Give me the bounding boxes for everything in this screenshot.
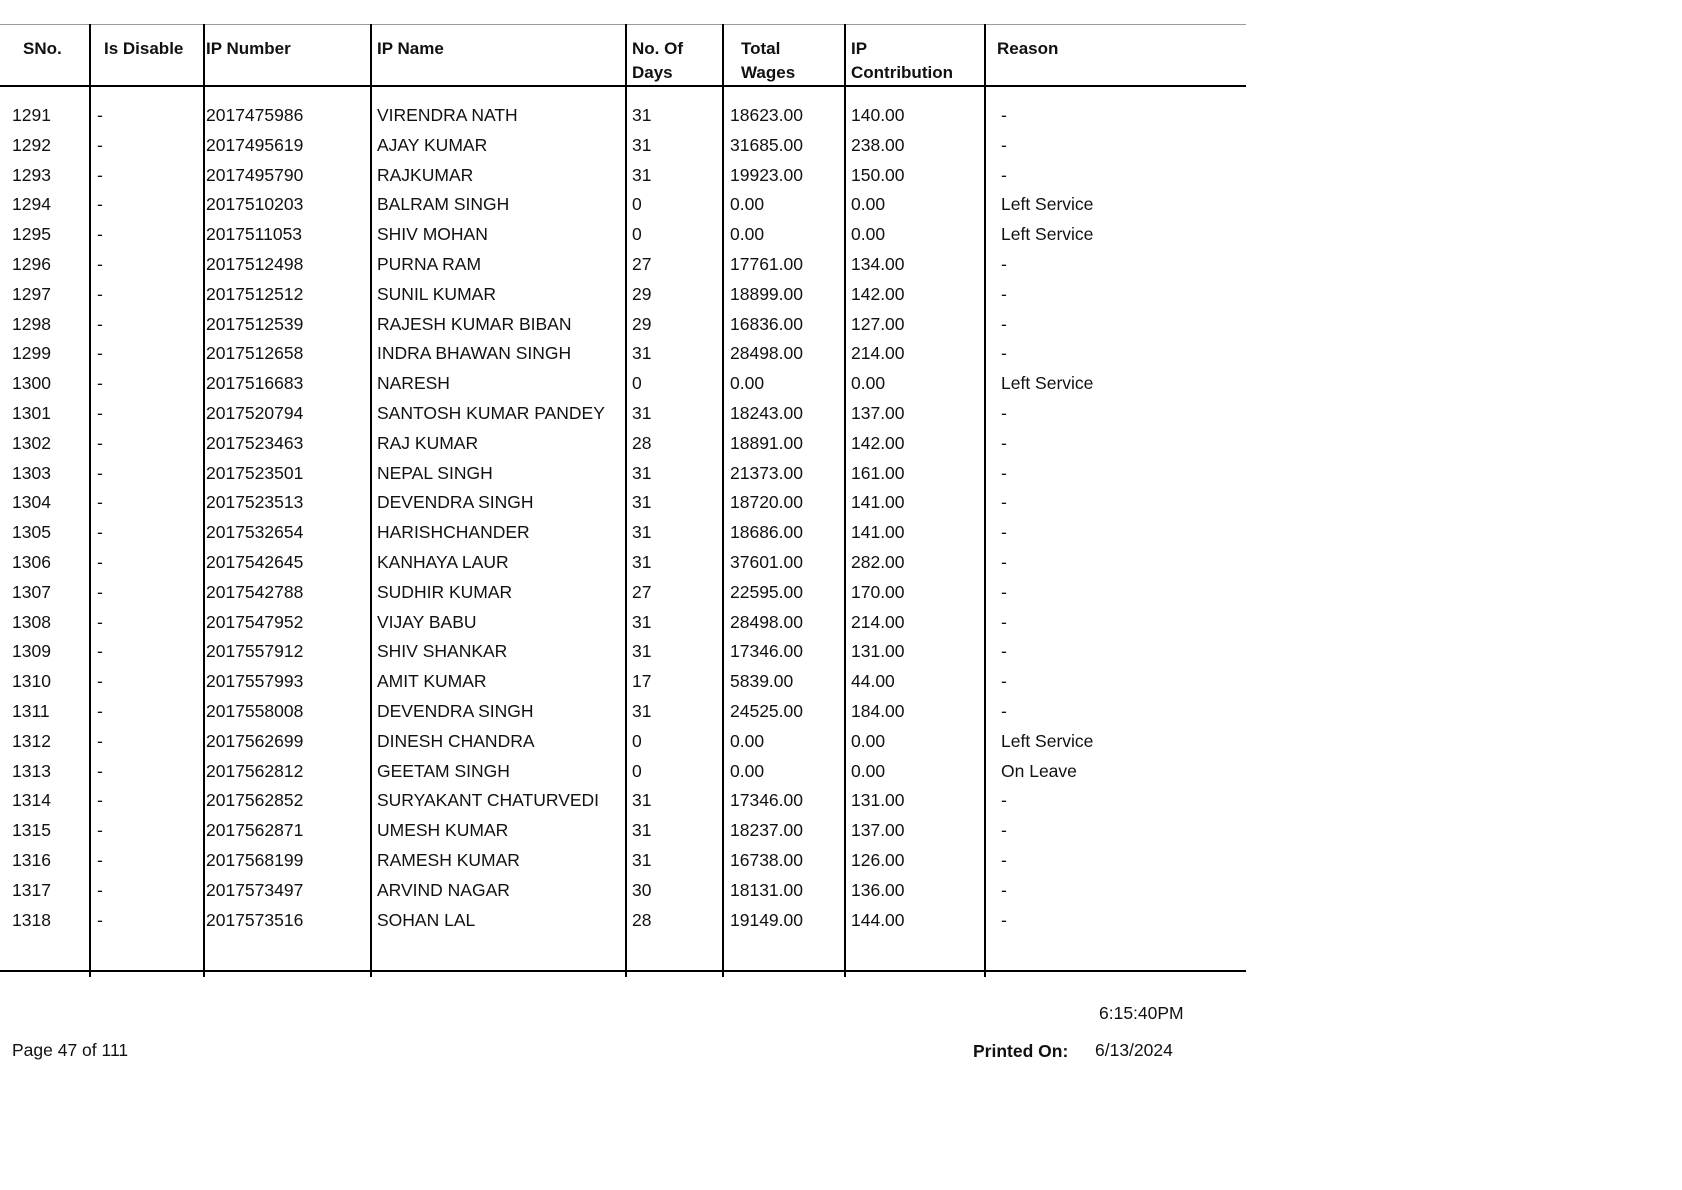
cell-total-wages: 17346.00 (730, 790, 803, 811)
cell-is-disable: - (97, 224, 103, 245)
table-row (0, 222, 1246, 252)
cell-reason: - (1001, 849, 1007, 870)
header-ip-contribution (851, 37, 953, 85)
cell-is-disable: - (97, 283, 103, 304)
cell-days: 31 (632, 641, 652, 662)
cell-is-disable: - (97, 134, 103, 155)
table-row (0, 759, 1246, 789)
table-row (0, 461, 1246, 491)
cell-ip-number: 2017542788 (206, 581, 304, 602)
cell-reason: - (1001, 134, 1007, 155)
cell-is-disable: - (97, 760, 103, 781)
cell-sno: 1309 (12, 641, 51, 662)
cell-ip-contribution: 131.00 (851, 790, 905, 811)
cell-ip-name: SOHAN LAL (377, 909, 476, 930)
cell-ip-name: GEETAM SINGH (377, 760, 510, 781)
cell-ip-contribution: 136.00 (851, 879, 905, 900)
cell-ip-number: 2017562871 (206, 820, 304, 841)
cell-is-disable: - (97, 551, 103, 572)
table-row (0, 371, 1246, 401)
header-ip-name: IP Name (377, 39, 444, 58)
cell-ip-name: DINESH CHANDRA (377, 730, 535, 751)
cell-days: 0 (632, 224, 642, 245)
cell-ip-contribution: 0.00 (851, 760, 886, 781)
cell-sno: 1301 (12, 402, 51, 423)
cell-ip-number: 2017562812 (206, 760, 304, 781)
header-contrib-line2: Contribution (851, 63, 953, 82)
header-ip-number: IP Number (206, 39, 291, 58)
cell-total-wages: 19149.00 (730, 909, 803, 930)
cell-ip-number: 2017568199 (206, 849, 304, 870)
cell-ip-number: 2017512658 (206, 343, 304, 364)
cell-is-disable: - (97, 641, 103, 662)
header-wages-line2: Wages (741, 63, 796, 82)
cell-ip-contribution: 142.00 (851, 432, 905, 453)
cell-ip-number: 2017573497 (206, 879, 304, 900)
cell-ip-number: 2017523513 (206, 492, 304, 513)
cell-ip-contribution: 127.00 (851, 313, 905, 334)
cell-ip-number: 2017542645 (206, 551, 304, 572)
cell-reason: - (1001, 343, 1007, 364)
cell-ip-contribution: 126.00 (851, 849, 905, 870)
cell-is-disable: - (97, 253, 103, 274)
cell-total-wages: 18243.00 (730, 402, 803, 423)
cell-total-wages: 18899.00 (730, 283, 803, 304)
cell-ip-contribution: 214.00 (851, 343, 905, 364)
header-contrib-line1: IP (851, 39, 868, 58)
table-row (0, 848, 1246, 878)
cell-ip-number: 2017475986 (206, 105, 304, 125)
printed-time: 6:15:40PM (1099, 1003, 1184, 1023)
cell-sno: 1303 (12, 462, 51, 483)
cell-ip-name: SHIV SHANKAR (377, 641, 508, 662)
cell-sno: 1297 (12, 283, 51, 304)
cell-reason: - (1001, 283, 1007, 304)
cell-total-wages: 18891.00 (730, 432, 803, 453)
cell-days: 29 (632, 283, 652, 304)
cell-sno: 1313 (12, 760, 51, 781)
cell-total-wages: 0.00 (730, 730, 765, 751)
table-row (0, 818, 1246, 848)
cell-ip-contribution: 0.00 (851, 730, 886, 751)
cell-is-disable: - (97, 402, 103, 423)
cell-total-wages: 18237.00 (730, 820, 803, 841)
cell-ip-number: 2017520794 (206, 402, 304, 423)
cell-reason: Left Service (1001, 730, 1094, 751)
cell-days: 31 (632, 551, 652, 572)
cell-sno: 1305 (12, 522, 51, 543)
header-no-of-days (632, 37, 683, 85)
cell-total-wages: 0.00 (730, 224, 765, 245)
cell-total-wages: 28498.00 (730, 343, 803, 364)
cell-total-wages: 18623.00 (730, 105, 803, 125)
cell-reason: - (1001, 611, 1007, 632)
cell-ip-name: RAJESH KUMAR BIBAN (377, 313, 572, 334)
cell-total-wages: 18720.00 (730, 492, 803, 513)
cell-sno: 1314 (12, 790, 51, 811)
cell-ip-number: 2017562852 (206, 790, 304, 811)
table-row (0, 788, 1246, 818)
cell-sno: 1296 (12, 253, 51, 274)
cell-days: 31 (632, 611, 652, 632)
cell-sno: 1291 (12, 105, 51, 125)
cell-ip-name: NARESH (377, 373, 450, 394)
cell-reason: - (1001, 313, 1007, 334)
cell-ip-name: VIRENDRA NATH (377, 105, 518, 125)
cell-is-disable: - (97, 164, 103, 185)
cell-ip-name: VIJAY BABU (377, 611, 477, 632)
cell-reason: - (1001, 581, 1007, 602)
table-row (0, 431, 1246, 461)
table-row (0, 103, 1246, 133)
cell-ip-name: DEVENDRA SINGH (377, 492, 534, 513)
cell-reason: - (1001, 879, 1007, 900)
cell-ip-number: 2017510203 (206, 194, 304, 215)
cell-reason: On Leave (1001, 760, 1077, 781)
table-row (0, 312, 1246, 342)
header-is-disable: Is Disable (104, 39, 184, 58)
cell-is-disable: - (97, 611, 103, 632)
cell-ip-contribution: 137.00 (851, 402, 905, 423)
table-row (0, 550, 1246, 580)
cell-sno: 1315 (12, 820, 51, 841)
cell-days: 31 (632, 492, 652, 513)
page-number: Page 47 of 111 (12, 1040, 129, 1060)
cell-total-wages: 28498.00 (730, 611, 803, 632)
cell-ip-contribution: 238.00 (851, 134, 905, 155)
cell-ip-name: SUNIL KUMAR (377, 283, 496, 304)
cell-is-disable: - (97, 909, 103, 930)
cell-reason: - (1001, 909, 1007, 930)
table-row (0, 520, 1246, 550)
cell-is-disable: - (97, 105, 103, 125)
cell-ip-contribution: 0.00 (851, 194, 886, 215)
cell-ip-name: PURNA RAM (377, 253, 482, 274)
cell-reason: - (1001, 790, 1007, 811)
cell-ip-number: 2017523463 (206, 432, 304, 453)
cell-ip-name: HARISHCHANDER (377, 522, 530, 543)
cell-days: 28 (632, 909, 652, 930)
cell-days: 27 (632, 253, 652, 274)
cell-sno: 1312 (12, 730, 51, 751)
header-total-wages (741, 37, 795, 85)
cell-total-wages: 24525.00 (730, 700, 803, 721)
cell-total-wages: 37601.00 (730, 551, 803, 572)
cell-ip-name: SHIV MOHAN (377, 224, 488, 245)
cell-is-disable: - (97, 492, 103, 513)
table-row (0, 490, 1246, 520)
cell-reason: - (1001, 641, 1007, 662)
cell-sno: 1300 (12, 373, 51, 394)
cell-total-wages: 5839.00 (730, 671, 794, 692)
cell-sno: 1311 (12, 700, 50, 721)
cell-reason: - (1001, 492, 1007, 513)
cell-ip-name: ARVIND NAGAR (377, 879, 510, 900)
cell-days: 0 (632, 730, 642, 751)
cell-reason: - (1001, 700, 1007, 721)
table-row (0, 669, 1246, 699)
cell-ip-name: DEVENDRA SINGH (377, 700, 534, 721)
cell-ip-number: 2017573516 (206, 909, 304, 930)
cell-ip-contribution: 0.00 (851, 224, 886, 245)
cell-ip-contribution: 44.00 (851, 671, 895, 692)
table-row (0, 729, 1246, 759)
cell-ip-contribution: 150.00 (851, 164, 905, 185)
printed-date: 6/13/2024 (1095, 1040, 1173, 1060)
cell-ip-number: 2017532654 (206, 522, 304, 543)
cell-reason: - (1001, 462, 1007, 483)
cell-sno: 1306 (12, 551, 51, 572)
cell-reason: Left Service (1001, 224, 1094, 245)
cell-days: 27 (632, 581, 652, 602)
cell-days: 29 (632, 313, 652, 334)
cell-ip-number: 2017547952 (206, 611, 304, 632)
cell-ip-contribution: 282.00 (851, 551, 905, 572)
cell-ip-number: 2017516683 (206, 373, 304, 394)
cell-is-disable: - (97, 343, 103, 364)
table-row (0, 252, 1246, 282)
table-bottom-rule (0, 970, 1246, 972)
cell-is-disable: - (97, 849, 103, 870)
cell-reason: - (1001, 402, 1007, 423)
cell-ip-name: UMESH KUMAR (377, 820, 509, 841)
cell-ip-contribution: 141.00 (851, 492, 905, 513)
cell-ip-number: 2017512539 (206, 313, 304, 334)
table-row (0, 401, 1246, 431)
header-bottom-rule (0, 85, 1246, 87)
cell-ip-contribution: 137.00 (851, 820, 905, 841)
table-row (0, 878, 1246, 908)
cell-ip-contribution: 144.00 (851, 909, 905, 930)
table-row (0, 580, 1246, 610)
cell-ip-contribution: 170.00 (851, 581, 905, 602)
cell-ip-name: NEPAL SINGH (377, 462, 493, 483)
cell-sno: 1302 (12, 432, 51, 453)
cell-is-disable: - (97, 581, 103, 602)
cell-total-wages: 16738.00 (730, 849, 803, 870)
table-top-rule (0, 24, 1246, 25)
cell-days: 31 (632, 134, 652, 155)
cell-sno: 1292 (12, 134, 51, 155)
cell-ip-name: SANTOSH KUMAR PANDEY (377, 402, 605, 423)
cell-ip-name: SURYAKANT CHATURVEDI (377, 790, 600, 811)
table-row (0, 192, 1246, 222)
cell-total-wages: 0.00 (730, 373, 765, 394)
cell-is-disable: - (97, 313, 103, 334)
cell-ip-number: 2017512498 (206, 253, 304, 274)
cell-sno: 1307 (12, 581, 51, 602)
cell-days: 31 (632, 105, 652, 125)
cell-ip-contribution: 131.00 (851, 641, 905, 662)
cell-days: 31 (632, 402, 652, 423)
cell-days: 31 (632, 700, 652, 721)
cell-ip-name: RAJKUMAR (377, 164, 474, 185)
cell-ip-number: 2017562699 (206, 730, 304, 751)
table-body (0, 103, 1246, 937)
cell-ip-contribution: 140.00 (851, 105, 905, 125)
header-days-line1: No. Of (632, 39, 683, 58)
cell-sno: 1294 (12, 194, 51, 215)
cell-ip-contribution: 141.00 (851, 522, 905, 543)
cell-days: 31 (632, 164, 652, 185)
header-reason: Reason (997, 39, 1059, 58)
cell-ip-contribution: 0.00 (851, 373, 886, 394)
cell-ip-contribution: 134.00 (851, 253, 905, 274)
cell-sno: 1310 (12, 671, 51, 692)
cell-reason: - (1001, 105, 1007, 125)
cell-total-wages: 17761.00 (730, 253, 803, 274)
cell-ip-name: KANHAYA LAUR (377, 551, 509, 572)
table-row (0, 133, 1246, 163)
cell-reason: - (1001, 551, 1007, 572)
cell-is-disable: - (97, 373, 103, 394)
cell-sno: 1308 (12, 611, 51, 632)
cell-total-wages: 22595.00 (730, 581, 803, 602)
cell-days: 30 (632, 879, 652, 900)
cell-ip-number: 2017495790 (206, 164, 304, 185)
cell-is-disable: - (97, 671, 103, 692)
header-wages-line1: Total (741, 39, 781, 58)
cell-days: 0 (632, 760, 642, 781)
cell-sno: 1293 (12, 164, 51, 185)
table-row (0, 639, 1246, 669)
cell-total-wages: 18686.00 (730, 522, 803, 543)
cell-is-disable: - (97, 700, 103, 721)
cell-reason: Left Service (1001, 194, 1094, 215)
cell-ip-number: 2017512512 (206, 283, 304, 304)
cell-reason: - (1001, 432, 1007, 453)
cell-total-wages: 0.00 (730, 194, 765, 215)
cell-ip-name: BALRAM SINGH (377, 194, 510, 215)
cell-is-disable: - (97, 790, 103, 811)
cell-ip-contribution: 142.00 (851, 283, 905, 304)
cell-ip-name: SUDHIR KUMAR (377, 581, 513, 602)
cell-total-wages: 19923.00 (730, 164, 803, 185)
cell-total-wages: 0.00 (730, 760, 765, 781)
cell-total-wages: 16836.00 (730, 313, 803, 334)
cell-is-disable: - (97, 462, 103, 483)
cell-is-disable: - (97, 730, 103, 751)
cell-reason: - (1001, 164, 1007, 185)
cell-days: 31 (632, 820, 652, 841)
cell-reason: - (1001, 253, 1007, 274)
cell-ip-number: 2017511053 (206, 224, 303, 245)
cell-is-disable: - (97, 194, 103, 215)
cell-days: 0 (632, 194, 642, 215)
table-row (0, 699, 1246, 729)
cell-sno: 1298 (12, 313, 51, 334)
header-days-line2: Days (632, 63, 673, 82)
cell-reason: - (1001, 820, 1007, 841)
cell-ip-name: RAJ KUMAR (377, 432, 479, 453)
cell-ip-contribution: 214.00 (851, 611, 905, 632)
header-sno: SNo. (23, 39, 62, 58)
cell-total-wages: 18131.00 (730, 879, 803, 900)
cell-reason: - (1001, 522, 1007, 543)
cell-total-wages: 17346.00 (730, 641, 803, 662)
cell-days: 31 (632, 790, 652, 811)
cell-days: 28 (632, 432, 652, 453)
cell-ip-name: AJAY KUMAR (377, 134, 488, 155)
table-row (0, 908, 1246, 938)
cell-ip-contribution: 161.00 (851, 462, 905, 483)
cell-sno: 1304 (12, 492, 51, 513)
printed-on-label: Printed On: (973, 1041, 1069, 1061)
cell-is-disable: - (97, 820, 103, 841)
table-row (0, 341, 1246, 371)
cell-reason: - (1001, 671, 1007, 692)
cell-ip-number: 2017495619 (206, 134, 304, 155)
cell-is-disable: - (97, 879, 103, 900)
cell-days: 31 (632, 462, 652, 483)
cell-ip-name: INDRA BHAWAN SINGH (377, 343, 572, 364)
cell-sno: 1295 (12, 224, 51, 245)
cell-ip-number: 2017557993 (206, 671, 304, 692)
cell-days: 0 (632, 373, 642, 394)
cell-days: 31 (632, 849, 652, 870)
cell-is-disable: - (97, 432, 103, 453)
cell-sno: 1316 (12, 849, 51, 870)
cell-ip-name: AMIT KUMAR (377, 671, 487, 692)
cell-ip-number: 2017523501 (206, 462, 304, 483)
cell-ip-number: 2017557912 (206, 641, 304, 662)
cell-ip-contribution: 184.00 (851, 700, 905, 721)
table-row (0, 610, 1246, 640)
cell-days: 31 (632, 343, 652, 364)
cell-is-disable: - (97, 522, 103, 543)
cell-sno: 1318 (12, 909, 51, 930)
cell-reason: Left Service (1001, 373, 1094, 394)
cell-ip-number: 2017558008 (206, 700, 304, 721)
cell-days: 31 (632, 522, 652, 543)
cell-total-wages: 21373.00 (730, 462, 803, 483)
table-row (0, 163, 1246, 193)
cell-sno: 1299 (12, 343, 51, 364)
cell-sno: 1317 (12, 879, 51, 900)
cell-ip-name: RAMESH KUMAR (377, 849, 520, 870)
table-row (0, 282, 1246, 312)
cell-days: 17 (632, 671, 652, 692)
cell-total-wages: 31685.00 (730, 134, 803, 155)
